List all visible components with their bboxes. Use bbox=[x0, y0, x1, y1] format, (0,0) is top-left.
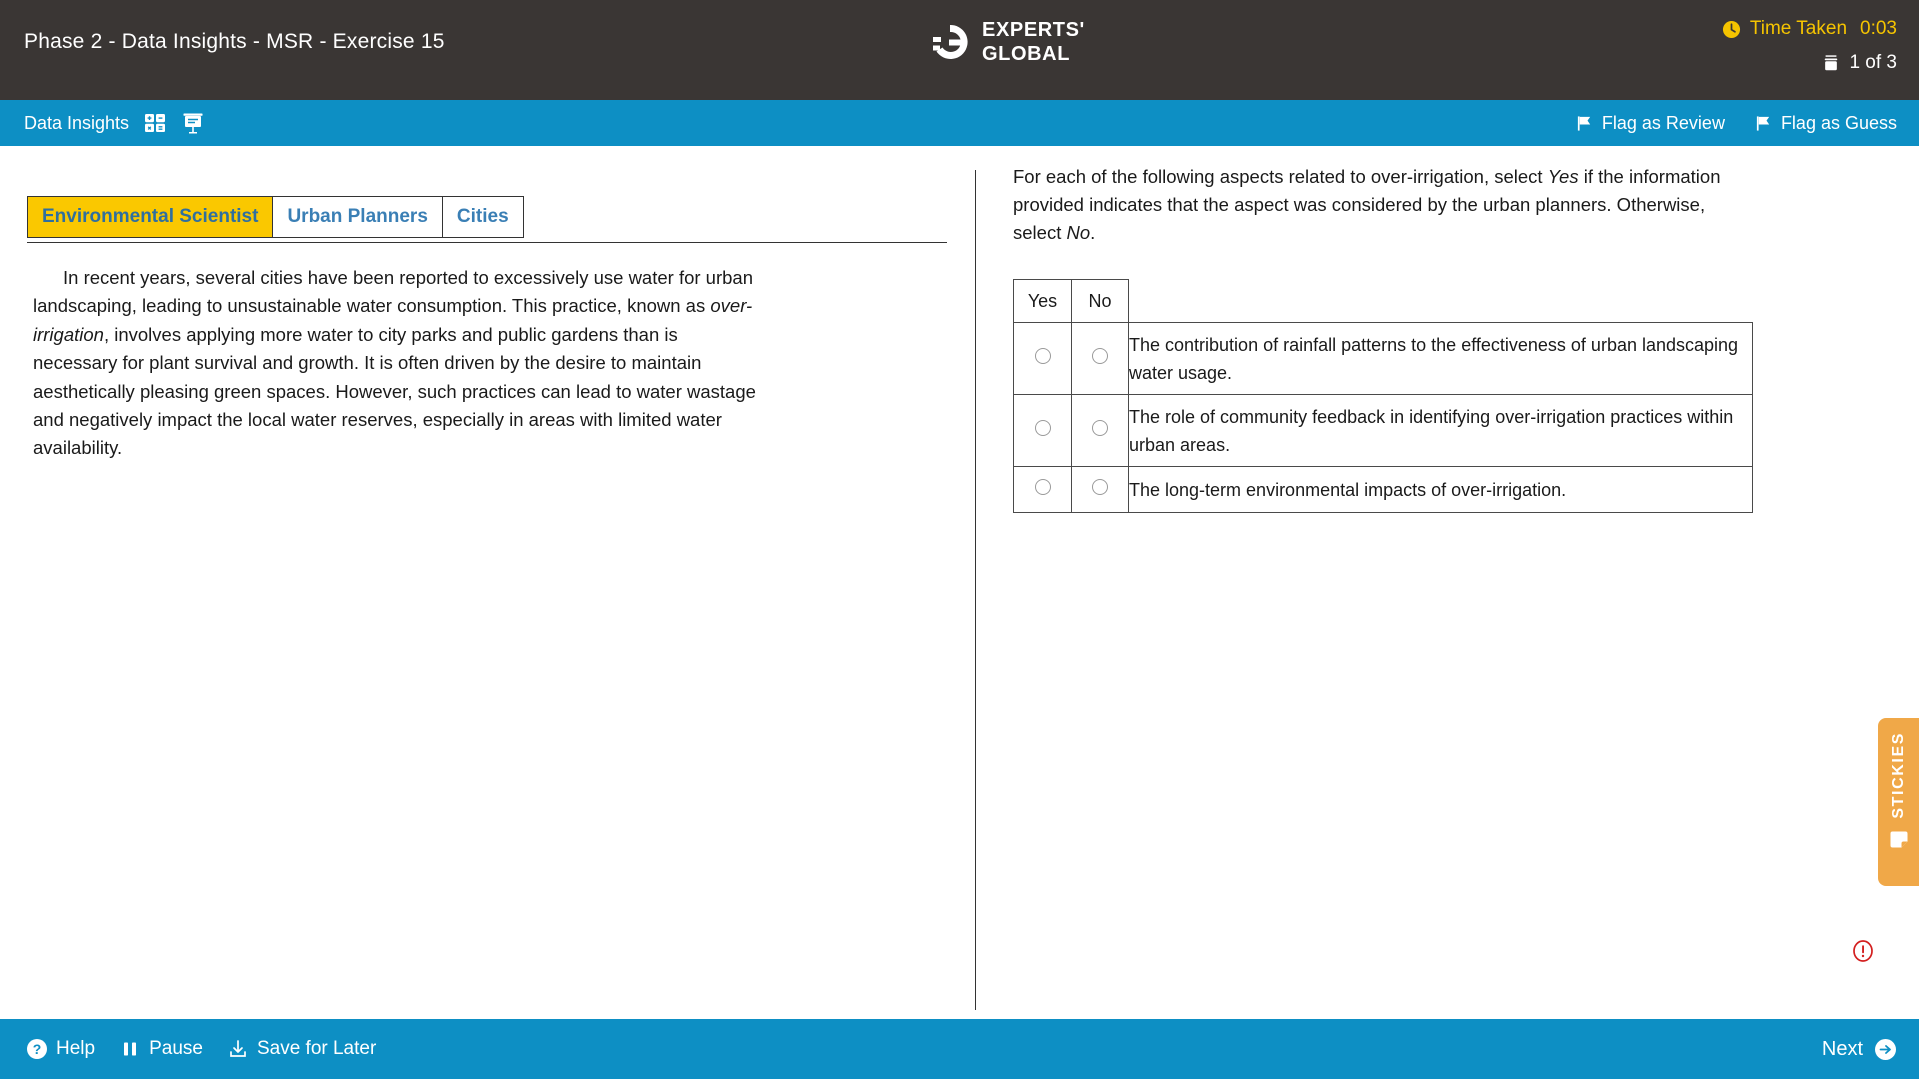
brand-line-1: EXPERTS' bbox=[982, 19, 1085, 41]
radio-cell-yes-1[interactable] bbox=[1014, 323, 1072, 395]
flag-icon bbox=[1755, 115, 1772, 132]
question-prompt bbox=[1013, 163, 1748, 247]
brand-line-2: GLOBAL bbox=[982, 43, 1071, 65]
statement-row-2: The role of community feedback in identifying over-irrigation practices within urban areas. bbox=[1129, 395, 1753, 467]
timer-block bbox=[1722, 18, 1897, 74]
prompt-part-2: if the information provided indicates that the aspect was considered by the urban planners. Otherwise, select bbox=[1013, 166, 1721, 243]
clock-icon bbox=[1722, 20, 1741, 39]
tab-underline bbox=[27, 242, 947, 243]
sub-toolbar bbox=[0, 100, 1919, 146]
table-row bbox=[1014, 395, 1753, 467]
whiteboard-icon[interactable] bbox=[181, 111, 205, 135]
exercise-title: Phase 2 - Data Insights - MSR - Exercise 15 bbox=[24, 30, 445, 53]
sub-toolbar-right bbox=[1576, 100, 1897, 146]
answer-table bbox=[1013, 279, 1753, 513]
tab-environmental-scientist[interactable]: Environmental Scientist bbox=[27, 196, 273, 238]
time-taken-value: 0:03 bbox=[1860, 18, 1897, 39]
tab-cities[interactable]: Cities bbox=[442, 196, 524, 238]
statement-row-1: The contribution of rainfall patterns to the effectiveness of urban landscaping water usage. bbox=[1129, 323, 1753, 395]
time-taken-label: Time Taken bbox=[1749, 18, 1848, 39]
brand-text bbox=[982, 20, 1085, 64]
radio-cell-yes-3[interactable] bbox=[1014, 467, 1072, 513]
section-label: Data Insights bbox=[24, 112, 130, 133]
flag-icon bbox=[1576, 115, 1593, 132]
save-for-later-label: Save for Later bbox=[256, 1038, 377, 1059]
radio-yes-row-3[interactable] bbox=[1035, 479, 1051, 495]
passage-part-1: In recent years, several cities have been reported to excessively use water for urban landscaping, leading to unsustainable water consumption. This practice, known as bbox=[33, 267, 753, 317]
flag-as-guess-label: Flag as Guess bbox=[1780, 112, 1897, 133]
stickies-label: STICKIES bbox=[1889, 732, 1907, 819]
passage-text bbox=[33, 264, 758, 463]
passage-part-2: , involves applying more water to city parks and public gardens than is necessary for plant survival and growth. It is often driven by the desire to maintain aesthetically pleasing green spaces. However, such practices can lead to water wastage and negatively impact the local water reserves, especially in areas with limited water availability. bbox=[33, 323, 756, 459]
bottom-toolbar-left bbox=[26, 1019, 376, 1079]
next-button[interactable] bbox=[1822, 1019, 1897, 1079]
svg-text:?: ? bbox=[32, 1041, 42, 1057]
radio-cell-yes-2[interactable] bbox=[1014, 395, 1072, 467]
help-label: Help bbox=[56, 1038, 96, 1059]
pause-button[interactable] bbox=[119, 1038, 203, 1060]
radio-cell-no-2[interactable] bbox=[1072, 395, 1129, 467]
main-content bbox=[0, 146, 1919, 1019]
next-label: Next bbox=[1821, 1037, 1863, 1060]
save-for-later-button[interactable] bbox=[227, 1038, 376, 1060]
question-count-value: 1 of 3 bbox=[1849, 52, 1897, 73]
pause-icon bbox=[119, 1038, 141, 1060]
prompt-italic-no: No bbox=[1066, 222, 1091, 243]
radio-yes-row-1[interactable] bbox=[1035, 348, 1051, 364]
download-icon bbox=[227, 1038, 249, 1060]
prompt-italic-yes: Yes bbox=[1547, 166, 1579, 187]
alert-exclamation-icon[interactable] bbox=[1851, 939, 1875, 963]
arrow-right-circle-icon bbox=[1874, 1038, 1897, 1061]
column-header-yes: Yes bbox=[1014, 280, 1072, 323]
flag-as-review-button[interactable] bbox=[1576, 113, 1725, 134]
experts-global-g-mark-icon bbox=[930, 22, 970, 62]
radio-no-row-2[interactable] bbox=[1092, 420, 1108, 436]
prompt-part-3: . bbox=[1090, 222, 1096, 243]
pause-label: Pause bbox=[149, 1038, 203, 1059]
column-header-statement bbox=[1129, 280, 1753, 323]
table-header-row bbox=[1014, 280, 1753, 323]
table-row bbox=[1014, 323, 1753, 395]
calculator-icon[interactable] bbox=[143, 111, 167, 135]
sub-toolbar-left bbox=[24, 100, 205, 146]
top-header bbox=[0, 0, 1919, 100]
radio-cell-no-1[interactable] bbox=[1072, 323, 1129, 395]
prompt-part-1: For each of the following aspects related to over-irrigation, select bbox=[1013, 166, 1548, 187]
question-panel bbox=[975, 146, 1919, 1019]
statement-row-3: The long-term environmental impacts of over-irrigation. bbox=[1129, 467, 1753, 513]
flag-as-guess-button[interactable] bbox=[1755, 113, 1897, 134]
time-taken-row bbox=[1722, 18, 1897, 40]
question-mark-circle-icon bbox=[26, 1038, 48, 1060]
question-count-row bbox=[1722, 52, 1897, 74]
radio-cell-no-3[interactable] bbox=[1072, 467, 1129, 513]
radio-no-row-1[interactable] bbox=[1092, 348, 1108, 364]
stickies-tab[interactable] bbox=[1878, 718, 1919, 886]
source-tabs bbox=[27, 196, 523, 238]
brand-logo bbox=[930, 20, 1085, 64]
radio-yes-row-2[interactable] bbox=[1035, 420, 1051, 436]
sticky-note-icon bbox=[1888, 829, 1910, 851]
bottom-toolbar bbox=[0, 1019, 1919, 1079]
help-button[interactable] bbox=[26, 1038, 95, 1060]
column-header-no: No bbox=[1072, 280, 1129, 323]
passage-italic-term: over-irrigation bbox=[33, 295, 753, 345]
flag-as-review-label: Flag as Review bbox=[1601, 112, 1725, 133]
table-row bbox=[1014, 467, 1753, 513]
source-panel bbox=[0, 146, 975, 1019]
radio-no-row-3[interactable] bbox=[1092, 479, 1108, 495]
question-stack-icon bbox=[1822, 54, 1840, 72]
tab-urban-planners[interactable]: Urban Planners bbox=[272, 196, 442, 238]
